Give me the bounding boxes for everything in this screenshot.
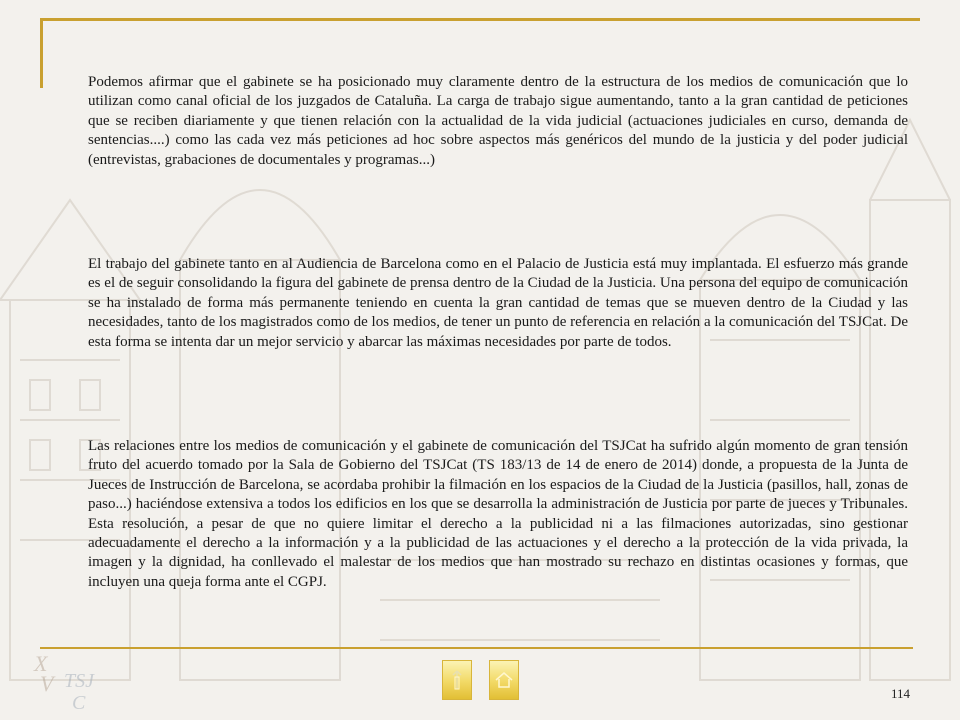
paragraph-1: Podemos afirmar que el gabinete se ha posicionado muy claramente dentro de la estructura de los medios de comunicación que lo utilizan como canal oficial de los juzgados de Cataluña. La carga de trabajo sigue aumentando, tanto a la gran cantidad de peticiones que se reciben diariamente y que tienen relación con la actualidad de la vida judicial (actuaciones judiciales en curso, demanda de sentencias....) como las cada vez más peticiones ad hoc sobre aspectos más genéricos del mundo de la justicia y del poder judicial (entrevistas, grabaciones de documentales y programas...)	[88, 74, 908, 168]
svg-text:X: X	[34, 651, 48, 676]
previous-page-button[interactable]	[442, 660, 472, 700]
svg-text:TSJ: TSJ	[64, 670, 94, 692]
paragraph-2: El trabajo del gabinete tanto en al Audiencia de Barcelona como en el Palacio de Justicia está muy implantada. El esfuerzo más grande es el de seguir consolidando la figura del gabinete de prensa dentro de la Ciudad de la Justicia. Una persona del equipo de comunicación se ha instalado de forma más permanente teniendo en cuenta la gran cantidad de temas que se mueven dentro de la Ciudad y las necesidades, tanto de los magistrados como de los medios, de tener un punto de referencia en relación a la comunicación del TSJCat. De esta forma se intenta dar un mejor servicio y abarcar las máximas necesidades por parte de todos.	[88, 256, 908, 350]
previous-page-icon	[450, 669, 464, 691]
tsjc-logo	[32, 645, 102, 715]
paragraph-3: Las relaciones entre los medios de comunicación y el gabinete de comunicación del TSJCat ha sufrido algún momento de gran tensión fruto del acuerdo tomado por la Sala de Gobierno del TSJCat (TS 183/13 de 14 de enero de 2014) donde, a propuesta de la Junta de Jueces de Instrucción de Barcelona, se acordaba prohibir la filmación en los espacios de la Ciudad de la Justicia (pasillos, hall, zonas de paso...) haciéndose extensiva a todos los edificios en los que se desarrolla la administración de Justicia por parte de jueces y Tribunales. Esta resolución, a pesar de que no quiere limitar el derecho a la publicidad ni a las filmaciones autorizadas, sino gestionar adecuadamente el derecho a la información y a la publicidad de las actuaciones y el derecho a la protección de la vida privada, la imagen y la dignidad, ha conllevado el malestar de los medios que han mostrado su rechazo en distintas ocasiones y formas, que incluyen una queja forma ante el CGPJ.	[88, 438, 908, 590]
svg-text:C: C	[72, 692, 86, 714]
home-icon	[494, 670, 514, 690]
home-button[interactable]	[489, 660, 519, 700]
svg-text:V: V	[40, 671, 54, 696]
footer-rule	[40, 647, 913, 649]
page-number: 114	[890, 686, 910, 701]
